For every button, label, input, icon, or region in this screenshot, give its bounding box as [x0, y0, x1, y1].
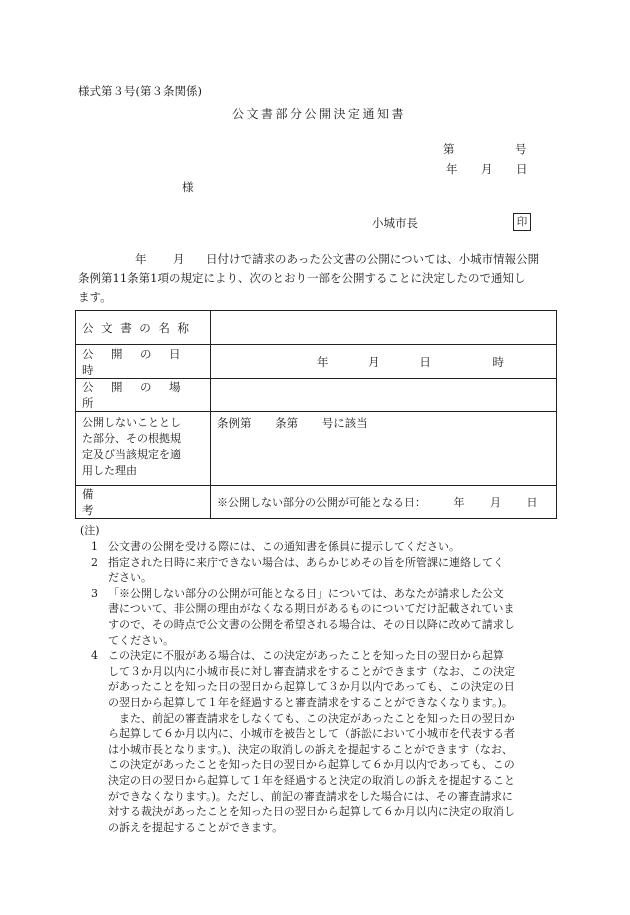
intro-line1: 日付けで請求のあった公文書の公開については、小城市情報公開	[206, 252, 540, 266]
list-item	[78, 555, 558, 586]
note-line: ら起算して６か月以内に、小城市を被告として（訴訟において小城市を代表する者	[108, 727, 515, 741]
remarks-month: 月	[490, 496, 501, 509]
note-line: この決定に不服がある場合は、この決定があったことを知った日の翌日から起算	[108, 649, 504, 663]
list-item	[78, 539, 558, 555]
reason-article: 条例第	[217, 416, 252, 430]
remarks-text: ※公開しない部分の公開が可能となる日：	[217, 496, 426, 509]
date-day: 日	[516, 162, 528, 176]
table-row	[76, 345, 557, 379]
document-title: 公文書部分公開決定通知書	[232, 107, 407, 121]
note-line: 書について、非公開の理由がなくなる期日があるものについてだけ記載されていま	[108, 602, 515, 616]
intro-month: 月	[173, 252, 185, 266]
table-row	[76, 412, 557, 486]
value-disclosure-datetime	[211, 345, 557, 379]
note-number: 4	[91, 649, 98, 663]
datetime-month: 月	[368, 354, 380, 369]
form-label: 様式第３号(第３条関係)	[78, 84, 202, 98]
note-number: 2	[91, 555, 98, 569]
note-line: 公文書の公開を受ける際には、この通知書を係員に提示してください。	[108, 540, 460, 553]
label-chars: 公開の場所	[82, 380, 198, 410]
label-line: た部分、その根拠規	[82, 432, 181, 445]
note-line: すので、その時点で公文書の公開を希望される場合は、その日以降に改めて請求し	[108, 617, 515, 631]
note-text	[108, 555, 558, 586]
note-line: 指定された日時に来庁できない場合は、あらかじめその旨を所管課に連絡してく	[108, 555, 504, 569]
note-line: 決定の日の翌日から起算して１年を経過すると決定の取消しの訴えを提起すること	[108, 773, 515, 787]
note-number: 3	[91, 586, 98, 600]
note-line: てください。	[108, 633, 174, 647]
list-item	[78, 586, 558, 648]
list-item	[78, 711, 558, 836]
label-chars: 公開の日時	[82, 346, 198, 377]
notes-heading: (注)	[80, 524, 100, 537]
note-text	[108, 586, 558, 648]
table-row	[76, 311, 557, 345]
reason-item: 号に該当	[321, 416, 368, 430]
intro-line3: ます。	[78, 290, 112, 304]
value-disclosure-place	[211, 379, 557, 412]
value-document-name	[211, 311, 557, 345]
label-disclosure-place	[76, 379, 211, 412]
label-remarks	[76, 486, 211, 519]
note-line: があったことを知った日の翌日から起算して３か月以内であっても、この決定の日	[108, 680, 515, 694]
label-chars: 公文書の名称	[82, 320, 197, 335]
disclosure-table	[75, 310, 557, 519]
note-line: の翌日から起算して１年を経過すると審査請求をすることができなくなります。)。	[108, 695, 513, 709]
note-line: ださい。	[108, 571, 152, 585]
date-month: 月	[481, 162, 493, 176]
label-text	[82, 486, 204, 518]
label-disclosure-datetime	[76, 345, 211, 379]
note-line: して３か月以内に小城市長に対し審査請求をすることができます（なお、この決定	[108, 664, 515, 678]
label-line: 公開しないこととし	[82, 416, 181, 429]
note-line: 「※公開しない部分の公開が可能となる日」については、あなたが請求した公文	[108, 586, 504, 600]
intro-line2: 条例第11条第1項の規定により、次のとおり一部を公開することに決定したので通知し	[78, 271, 526, 285]
reason-paragraph: 条第	[275, 416, 299, 430]
datetime-year: 年	[317, 354, 329, 369]
issuer-name: 小城市長	[372, 216, 418, 230]
list-item	[78, 648, 558, 710]
note-number: 1	[91, 540, 98, 553]
note-line: は小城市長となります。)、決定の取消しの訴えを提起することができます（なお、	[108, 742, 513, 756]
label-line: 用した理由	[82, 464, 137, 477]
note-number-blank	[78, 711, 108, 836]
intro-year: 年	[135, 252, 147, 266]
addressee-suffix: 様	[182, 180, 194, 194]
table-row	[76, 486, 557, 519]
note-line: また、前記の審査請求をしなくても、この決定があったことを知った日の翌日か	[119, 711, 515, 725]
table-row	[76, 379, 557, 412]
note-line: の訴えを提起することができます。	[108, 820, 284, 834]
value-remarks	[211, 486, 557, 519]
label-text	[82, 320, 204, 336]
remarks-day: 日	[526, 496, 538, 509]
note-line: この決定があったことを知った日の翌日から起算して６か月以内であっても、この	[108, 758, 515, 772]
datetime-hour: 時	[492, 354, 504, 369]
note-text	[108, 711, 558, 836]
label-line: 定及び当該規定を適	[82, 448, 181, 461]
seal-mark: 印	[513, 213, 531, 231]
label-chars: 備考	[82, 487, 171, 517]
remarks-year: 年	[453, 496, 465, 509]
date-year: 年	[446, 162, 458, 176]
note-text	[108, 539, 558, 555]
value-undisclosed-reason	[211, 412, 557, 486]
notes-list	[78, 539, 558, 835]
datetime-day: 日	[419, 354, 431, 369]
label-undisclosed-reason	[76, 412, 211, 486]
note-line: ができなくなります。)。ただし、前記の審査請求をした場合には、その審査請求に	[108, 789, 513, 803]
label-document-name	[76, 311, 211, 345]
number-suffix: 号	[515, 142, 527, 156]
note-line: 対する裁決があったことを知った日の翌日から起算して６か月以内に決定の取消し	[108, 805, 515, 819]
note-text	[108, 648, 558, 710]
number-label: 第	[443, 142, 455, 156]
